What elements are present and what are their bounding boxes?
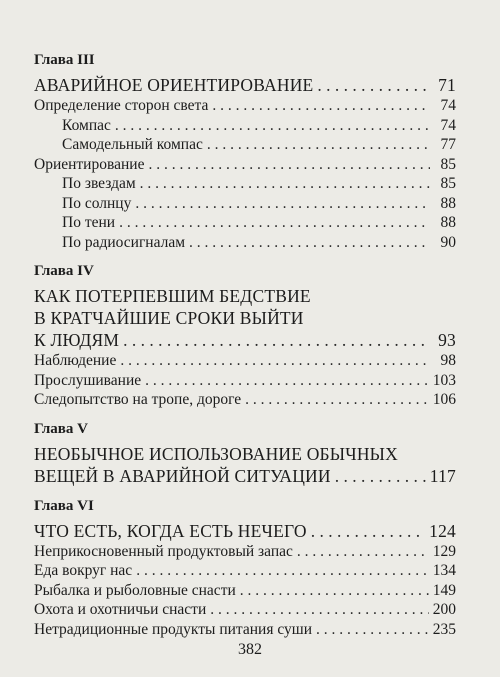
entry-page-number: 134 [432,562,456,579]
chapter-page-number: 93 [438,330,456,350]
chapter-title-entry[interactable] [34,329,456,351]
toc-entry[interactable] [34,390,456,410]
chapter-page-number: 117 [429,465,456,486]
toc-entry[interactable] [34,542,456,562]
dot-leader [145,371,429,391]
dot-leader [316,620,429,640]
toc-entry[interactable] [34,96,456,116]
entry-label: Нетрадиционные продукты питания суши [34,620,313,638]
entry-label: По звездам [62,175,136,192]
dot-leader [207,135,430,155]
entry-label: Следопытство на тропе, дороге [34,391,242,408]
dot-leader [245,390,429,410]
entry-label: Ориентирование [34,155,145,173]
entry-page-number: 106 [432,391,456,408]
chapter-title-entry[interactable] [34,520,456,542]
dot-leader [140,174,430,194]
chapter-gap [34,252,456,261]
entry-page-number: 98 [440,352,456,369]
entry-page-number: 90 [440,233,456,251]
entry-label: Еда вокруг нас [34,562,133,579]
chapter-title-entry[interactable] [34,465,456,487]
entry-page-number: 74 [440,116,456,134]
dot-leader [135,194,430,214]
toc-subentry[interactable] [34,213,456,233]
chapter-page-number: 71 [438,75,456,95]
entry-page-number: 77 [440,136,456,153]
chapter-title-text: К ЛЮДЯМ [34,330,120,350]
chapter-gap [34,410,456,419]
dot-leader [115,116,430,136]
entry-page-number: 85 [440,175,456,192]
toc-entry[interactable] [34,371,456,391]
toc-subentry[interactable] [34,174,456,194]
toc-entry[interactable] [34,155,456,175]
entry-label: По радиосигналам [62,233,186,251]
dot-leader [335,465,426,487]
entry-label: Неприкосновенный продуктовый запас [34,542,293,560]
toc-entry[interactable] [34,600,456,620]
entry-label: По солнцу [62,194,132,212]
chapter-page-number: 124 [429,520,456,541]
entry-label: Охота и охотничьи снасти [34,601,207,618]
table-of-contents [34,50,456,639]
dot-leader [148,155,430,175]
chapter-title-text: ЧТО ЕСТЬ, КОГДА ЕСТЬ НЕЧЕГО [34,520,307,541]
dot-leader [311,520,425,542]
page-number: 382 [238,641,262,658]
chapter-title-line: КАК ПОТЕРПЕВШИМ БЕДСТВИЕ [34,286,311,306]
toc-entry[interactable] [34,351,456,371]
chapter-title-line: НЕОБЫЧНОЕ ИСПОЛЬЗОВАНИЕ ОБЫЧНЫХ [34,443,398,464]
dot-leader [212,96,430,116]
dot-leader [120,351,430,371]
chapter-label: Глава III [34,52,95,68]
dot-leader [119,213,430,233]
chapter-title-line: В КРАТЧАЙШИЕ СРОКИ ВЫЙТИ [34,308,304,328]
entry-page-number: 88 [440,194,456,212]
entry-label: Компас [62,116,111,134]
entry-label: Наблюдение [34,352,117,369]
entry-page-number: 129 [432,542,456,560]
toc-entry[interactable] [34,581,456,601]
entry-page-number: 149 [432,581,456,599]
chapter-section [34,419,456,487]
chapter-title-text: ВЕЩЕЙ В АВАРИЙНОЙ СИТУАЦИИ [34,465,331,486]
dot-leader [210,600,428,620]
chapter-label: Глава V [34,420,88,437]
chapter-section [34,261,456,410]
dot-leader [189,233,430,253]
entry-page-number: 88 [440,214,456,231]
toc-subentry[interactable] [34,135,456,155]
chapter-title-text: АВАРИЙНОЕ ОРИЕНТИРОВАНИЕ [34,75,314,95]
entry-page-number: 103 [432,371,456,389]
entry-page-number: 200 [432,601,456,618]
entry-label: Самодельный компас [62,136,203,153]
entry-label: По тени [62,214,116,231]
dot-leader [240,581,429,601]
toc-entry[interactable] [34,561,456,581]
dot-leader [317,74,430,96]
chapter-label: Глава VI [34,497,94,514]
chapter-title-entry[interactable] [34,74,456,96]
chapter-section [34,496,456,640]
chapter-label: Глава IV [34,263,94,279]
toc-subentry[interactable] [34,233,456,253]
chapter-gap [34,487,456,496]
entry-page-number: 235 [432,620,456,638]
dot-leader [123,329,430,351]
entry-page-number: 85 [440,155,456,173]
dot-leader [136,561,429,581]
entry-label: Прослушивание [34,371,142,389]
toc-entry[interactable] [34,620,456,640]
dot-leader [297,542,429,562]
toc-subentry[interactable] [34,194,456,214]
chapter-section [34,50,456,252]
entry-label: Рыбалка и рыболовные снасти [34,581,236,599]
toc-subentry[interactable] [34,116,456,136]
entry-label: Определение сторон света [34,97,209,114]
entry-page-number: 74 [440,97,456,114]
